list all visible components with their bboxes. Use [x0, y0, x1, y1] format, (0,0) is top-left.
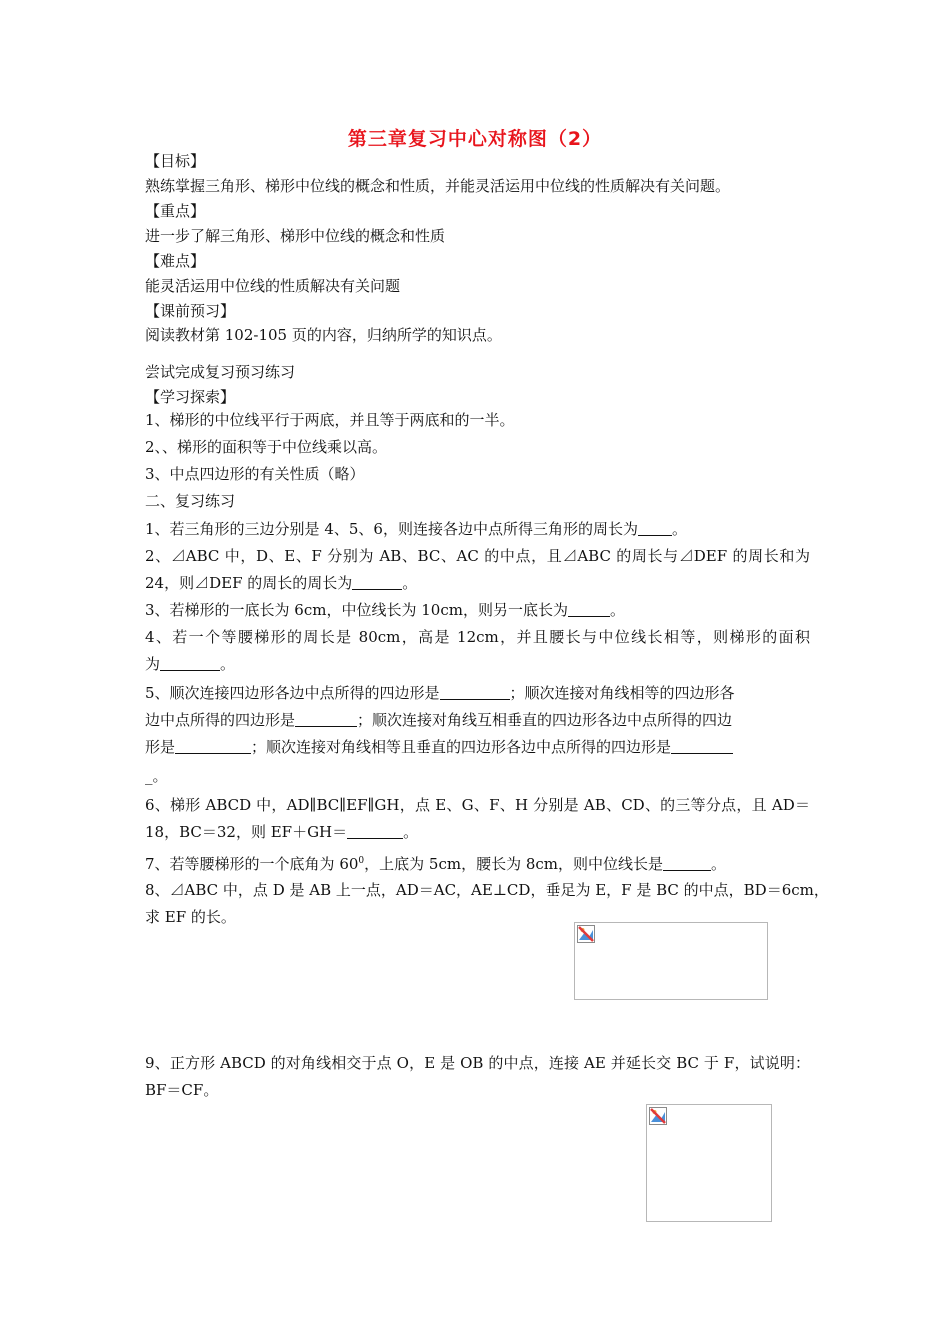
question-8-line-2: 求 EF 的长。 [145, 908, 236, 926]
question-text: 1、若三角形的三边分别是 4、5、6，则连接各边中点所得三角形的周长为 [145, 520, 638, 538]
question-5-line-3 [145, 737, 810, 757]
question-4-line-1: 4、若一个等腰梯形的周长是 80cm，高是 12cm，并且腰长与中位线长相等，则梯形的面积 [145, 628, 810, 646]
question-end: 。 [403, 823, 419, 841]
answer-blank [295, 710, 357, 727]
broken-image-icon [577, 925, 595, 943]
question-5-line-4: _。 [145, 767, 168, 785]
question-text: 24，则⊿DEF 的周长的周长为 [145, 574, 353, 592]
question-text: 18，BC＝32，则 EF＋GH＝ [145, 823, 348, 841]
goal-text: 熟练掌握三角形、梯形中位线的概念和性质，并能灵活运用中位线的性质解决有关问题。 [145, 177, 731, 195]
explore-item: 2、、梯形的面积等于中位线乘以高。 [145, 438, 388, 456]
try-text: 尝试完成复习预习练习 [145, 363, 296, 381]
question-text: 形是 [145, 738, 176, 756]
question-end: 。 [609, 601, 625, 619]
question-text: ；顺次连接对角线相等的四边形各 [509, 684, 735, 702]
question-9-line-1: 9、正方形 ABCD 的对角线相交于点 O，E 是 OB 的中点，连接 AE 并延长交 BC 于 F，试说明： [145, 1054, 810, 1072]
question-1 [145, 519, 810, 539]
difficulty-heading: 【难点】 [145, 252, 206, 270]
question-text: 5、顺次连接四边形各边中点所得的四边形是 [145, 684, 440, 702]
question-6-line-1: 6、梯形 ABCD 中，AD∥BC∥EF∥GH，点 E、G、F、H 分别是 AB、CD、的三等分点，且 AD＝ [145, 796, 810, 814]
question-6-line-2 [145, 822, 810, 842]
answer-blank [663, 854, 711, 871]
question-5-line-2 [145, 710, 810, 730]
question-text: 3、若梯形的一底长为 6cm，中位线长为 10cm，则另一底长为 [145, 601, 568, 619]
question-text: 为 [145, 655, 161, 673]
question-text: ；顺次连接对角线相等且垂直的四边形各边中点所得的四边形是 [251, 738, 672, 756]
preview-text: 阅读教材第 102-105 页的内容，归纳所学的知识点。 [145, 326, 502, 344]
key-text: 进一步了解三角形、梯形中位线的概念和性质 [145, 227, 446, 245]
question-text: ，上底为 5cm，腰长为 8cm，则中位线长是 [364, 855, 664, 873]
question-9-line-2: BF＝CF。 [145, 1081, 219, 1099]
figure-question-9 [646, 1104, 772, 1222]
preview-heading: 【课前预习】 [145, 302, 236, 320]
answer-blank [671, 737, 733, 754]
page-title: 第三章复习中心对称图（2） [347, 128, 603, 150]
goal-heading: 【目标】 [145, 152, 206, 170]
question-text: 边中点所得的四边形是 [145, 711, 296, 729]
difficulty-text: 能灵活运用中位线的性质解决有关问题 [145, 277, 401, 295]
question-8-line-1: 8、⊿ABC 中，点 D 是 AB 上一点，AD＝AC，AE⊥CD，垂足为 E，F 是 BC 的中点，BD＝6cm， [145, 881, 829, 899]
question-2-line-2 [145, 573, 810, 593]
explore-item: 1、梯形的中位线平行于两底，并且等于两底和的一半。 [145, 411, 515, 429]
explore-item: 3、中点四边形的有关性质（略） [145, 465, 365, 483]
explore-heading: 【学习探索】 [145, 388, 236, 406]
question-3 [145, 600, 810, 620]
answer-blank [352, 573, 402, 590]
answer-blank [175, 737, 251, 754]
question-7 [145, 851, 810, 874]
answer-blank [440, 683, 510, 700]
answer-blank [160, 654, 220, 671]
answer-blank [638, 519, 672, 536]
question-text: ；顺次连接对角线互相垂直的四边形各边中点所得的四边 [357, 711, 733, 729]
question-end: 。 [671, 520, 687, 538]
broken-image-icon [649, 1107, 667, 1125]
question-end: 。 [711, 855, 727, 873]
figure-question-8 [574, 922, 768, 1000]
question-4-line-2 [145, 654, 810, 674]
question-5-line-1 [145, 683, 810, 703]
review-heading: 二、复习练习 [145, 492, 236, 510]
question-end: 。 [402, 574, 418, 592]
degree-superscript: 0 [358, 856, 365, 866]
key-heading: 【重点】 [145, 202, 206, 220]
question-text: 7、若等腰梯形的一个底角为 60 [145, 855, 359, 873]
question-end: 。 [220, 655, 236, 673]
question-2-line-1: 2、⊿ABC 中，D、E、F 分别为 AB、BC、AC 的中点，且⊿ABC 的周长与⊿DEF 的周长和为 [145, 547, 810, 565]
answer-blank [347, 822, 403, 839]
answer-blank [568, 600, 610, 617]
